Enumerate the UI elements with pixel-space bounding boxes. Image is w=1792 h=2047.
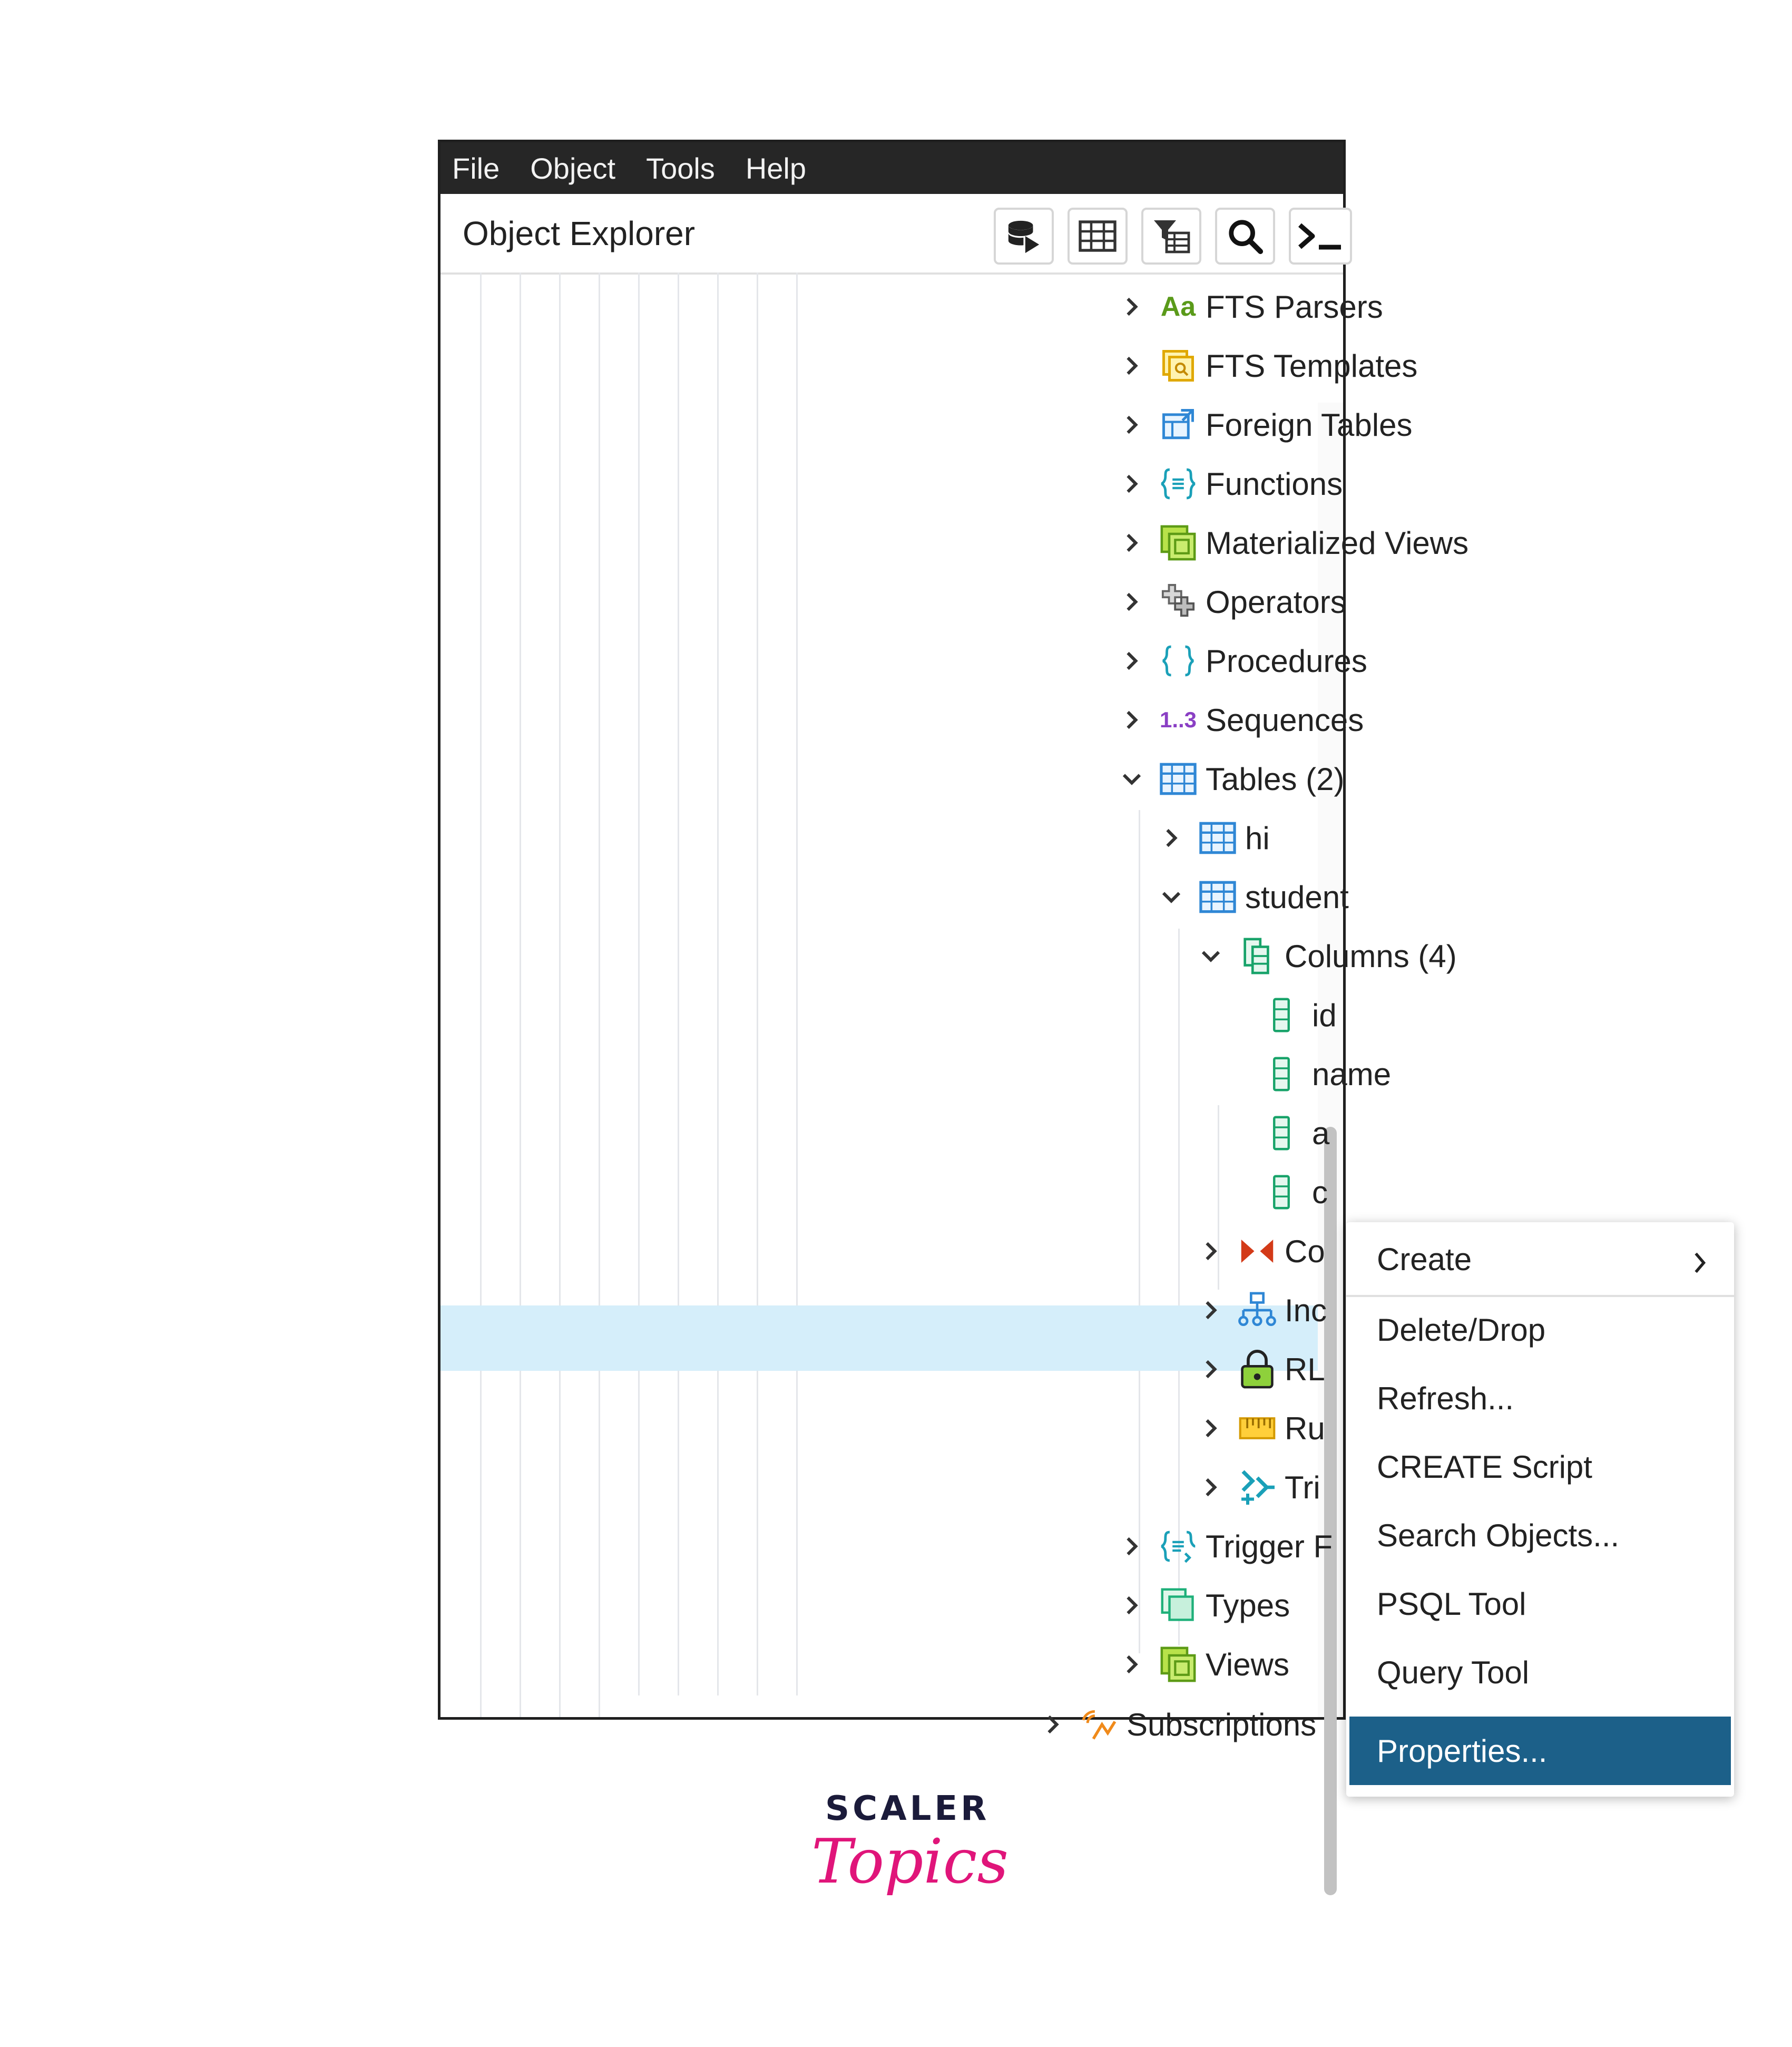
table-icon <box>1198 877 1238 917</box>
tree-item-label: Ru <box>1285 1410 1325 1446</box>
chevron-down-icon[interactable] <box>1120 767 1143 791</box>
tree-item-tables[interactable] <box>1120 750 1344 808</box>
tree-item-label: Trigger F <box>1206 1528 1333 1564</box>
tree-item-label: Types <box>1206 1587 1290 1623</box>
chevron-right-icon[interactable] <box>1199 1299 1222 1322</box>
tree-item-label: Subscriptions <box>1127 1707 1317 1742</box>
terminal-icon <box>1297 220 1344 252</box>
tree-item-label: a <box>1312 1115 1330 1151</box>
tree-item-indexes[interactable] <box>1199 1281 1327 1339</box>
chevron-right-icon[interactable] <box>1120 649 1143 672</box>
tree-item-types[interactable] <box>1120 1576 1290 1634</box>
tree-item-label: Views <box>1206 1646 1289 1682</box>
menu-item-label: Delete/Drop <box>1377 1312 1546 1348</box>
tree-item-materialized-views[interactable] <box>1120 514 1468 572</box>
tree-item-column-c[interactable] <box>1261 1163 1328 1221</box>
psql-tool-button[interactable] <box>1289 208 1352 265</box>
tree-item-label: Materialized Views <box>1206 525 1469 561</box>
chevron-right-icon[interactable] <box>1120 531 1143 554</box>
tree-item-label: hi <box>1245 820 1270 856</box>
view-data-button[interactable] <box>1068 208 1128 265</box>
menu-item-label: PSQL Tool <box>1377 1586 1526 1622</box>
column-icon <box>1261 995 1301 1035</box>
type-icon <box>1158 1585 1198 1625</box>
columns-icon <box>1237 936 1277 976</box>
menu-item-create-script[interactable] <box>1346 1434 1734 1499</box>
menu-bar <box>440 142 1343 194</box>
scaler-topics-logo <box>811 1789 1009 1937</box>
chevron-right-icon[interactable] <box>1199 1358 1222 1381</box>
rls-lock-icon <box>1237 1349 1277 1389</box>
tree-item-constraints[interactable] <box>1199 1222 1325 1280</box>
menu-object[interactable]: Object <box>530 151 616 185</box>
materialized-view-icon <box>1158 523 1198 563</box>
column-icon <box>1261 1054 1301 1094</box>
database-query-icon <box>1005 218 1042 255</box>
tree-item-label: Columns (4) <box>1285 938 1457 974</box>
column-icon <box>1261 1113 1301 1153</box>
procedure-icon <box>1158 641 1198 681</box>
tree-item-triggers[interactable] <box>1199 1458 1320 1516</box>
filtered-rows-button[interactable] <box>1141 208 1201 265</box>
fts-template-icon <box>1158 346 1198 386</box>
search-icon <box>1227 218 1264 255</box>
menu-item-label: Create <box>1377 1241 1472 1277</box>
chevron-right-icon[interactable] <box>1160 826 1183 850</box>
trigger-function-icon <box>1158 1526 1198 1566</box>
tree-item-procedures[interactable] <box>1120 632 1367 690</box>
tree-item-trigger-functions[interactable] <box>1120 1517 1333 1575</box>
view-icon <box>1158 1644 1198 1684</box>
tree-item-operators[interactable] <box>1120 573 1346 631</box>
chevron-right-icon[interactable] <box>1199 1417 1222 1440</box>
tree-item-label: Functions <box>1206 466 1343 502</box>
chevron-right-icon[interactable] <box>1120 354 1143 377</box>
subscription-icon <box>1079 1704 1119 1744</box>
chevron-right-icon[interactable] <box>1041 1713 1064 1736</box>
tree-item-label: name <box>1312 1056 1392 1092</box>
tree-item-label: RL <box>1285 1351 1325 1387</box>
tree-item-functions[interactable] <box>1120 455 1343 513</box>
constraint-icon <box>1237 1231 1277 1271</box>
chevron-right-icon[interactable] <box>1199 1476 1222 1499</box>
trigger-icon <box>1237 1467 1277 1507</box>
tree-item-column-id[interactable] <box>1261 986 1337 1044</box>
chevron-right-icon[interactable] <box>1120 1594 1143 1617</box>
chevron-right-icon[interactable] <box>1120 590 1143 613</box>
query-tool-button[interactable] <box>994 208 1054 265</box>
tree-item-fts-templates[interactable] <box>1120 337 1417 395</box>
tree-item-label: c <box>1312 1174 1328 1210</box>
chevron-right-icon[interactable] <box>1120 1653 1143 1676</box>
tree-item-table-student[interactable] <box>1160 868 1349 926</box>
chevron-right-icon[interactable] <box>1120 295 1143 318</box>
tree-item-columns[interactable] <box>1199 927 1457 985</box>
menu-item-label: Refresh... <box>1377 1380 1514 1416</box>
tree-item-label: student <box>1245 879 1349 915</box>
tree-item-table-hi[interactable] <box>1160 809 1270 867</box>
menu-item-query-tool[interactable] <box>1346 1640 1734 1705</box>
chevron-right-icon[interactable] <box>1120 413 1143 436</box>
tree-item-fts-parsers[interactable] <box>1120 278 1383 336</box>
menu-file[interactable]: File <box>452 151 500 185</box>
tree-item-column-name[interactable] <box>1261 1045 1391 1103</box>
chevron-down-icon[interactable] <box>1160 885 1183 909</box>
tree-item-label: FTS Parsers <box>1206 289 1383 325</box>
sequence-icon: 1..3 <box>1159 707 1197 732</box>
tree-item-rls-policies[interactable] <box>1199 1340 1325 1398</box>
menu-item-label: Query Tool <box>1377 1654 1530 1690</box>
menu-item-delete-drop[interactable] <box>1346 1297 1734 1362</box>
tree-item-label: Tri <box>1285 1469 1320 1505</box>
chevron-down-icon[interactable] <box>1199 944 1222 968</box>
menu-tools[interactable]: Tools <box>646 151 715 185</box>
chevron-right-icon[interactable] <box>1199 1240 1222 1263</box>
menu-item-label: CREATE Script <box>1377 1449 1592 1485</box>
tree-item-column-a[interactable] <box>1261 1104 1329 1162</box>
function-icon <box>1158 464 1198 504</box>
tree-item-label: Sequences <box>1206 702 1364 738</box>
filtered-rows-icon <box>1152 219 1190 254</box>
column-icon <box>1261 1172 1301 1212</box>
rule-icon <box>1237 1408 1277 1448</box>
search-objects-button[interactable] <box>1215 208 1275 265</box>
tree-item-foreign-tables[interactable] <box>1120 396 1412 454</box>
menu-item-create[interactable] <box>1346 1226 1734 1292</box>
menu-item-psql-tool[interactable] <box>1346 1571 1734 1636</box>
menu-item-properties[interactable] <box>1349 1717 1731 1785</box>
fts-parser-icon: Aa <box>1160 291 1196 322</box>
tree-item-label: Operators <box>1206 584 1346 620</box>
tree-item-label: Foreign Tables <box>1206 407 1413 443</box>
table-icon <box>1158 759 1198 799</box>
chevron-right-icon[interactable] <box>1120 1535 1143 1558</box>
table-icon <box>1198 818 1238 858</box>
tree-item-label: FTS Templates <box>1206 348 1418 384</box>
chevron-right-icon <box>1692 1246 1708 1283</box>
tree-item-sequences[interactable] <box>1120 691 1364 749</box>
scrollbar-thumb[interactable] <box>1324 1127 1337 1895</box>
menu-help[interactable]: Help <box>745 151 806 185</box>
menu-item-search-objects[interactable] <box>1346 1503 1734 1568</box>
tree-item-subscriptions[interactable] <box>1041 1695 1316 1753</box>
brand-line1: SCALER <box>825 1789 990 1828</box>
context-menu <box>1346 1222 1734 1797</box>
chevron-right-icon[interactable] <box>1120 708 1143 732</box>
tree-item-label: Co <box>1285 1233 1325 1269</box>
operator-icon <box>1158 582 1198 622</box>
tree-item-rules[interactable] <box>1199 1399 1325 1457</box>
tree-item-label: Procedures <box>1206 643 1367 679</box>
tree-item-label: Inc <box>1285 1292 1327 1328</box>
tree-item-views[interactable] <box>1120 1635 1289 1693</box>
foreign-table-icon <box>1158 405 1198 445</box>
object-explorer-header <box>440 194 1343 275</box>
menu-item-label: Properties... <box>1377 1733 1548 1769</box>
brand-line2: Topics <box>811 1826 1009 1897</box>
menu-item-refresh[interactable] <box>1346 1366 1734 1431</box>
chevron-right-icon[interactable] <box>1120 472 1143 495</box>
tree-item-label: id <box>1312 997 1337 1033</box>
panel-title: Object Explorer <box>463 215 696 252</box>
index-icon <box>1237 1290 1277 1330</box>
tree-item-label: Tables (2) <box>1206 761 1345 797</box>
menu-item-label: Search Objects... <box>1377 1517 1620 1553</box>
pgadmin-window <box>438 140 1620 1769</box>
table-view-icon <box>1078 220 1117 252</box>
